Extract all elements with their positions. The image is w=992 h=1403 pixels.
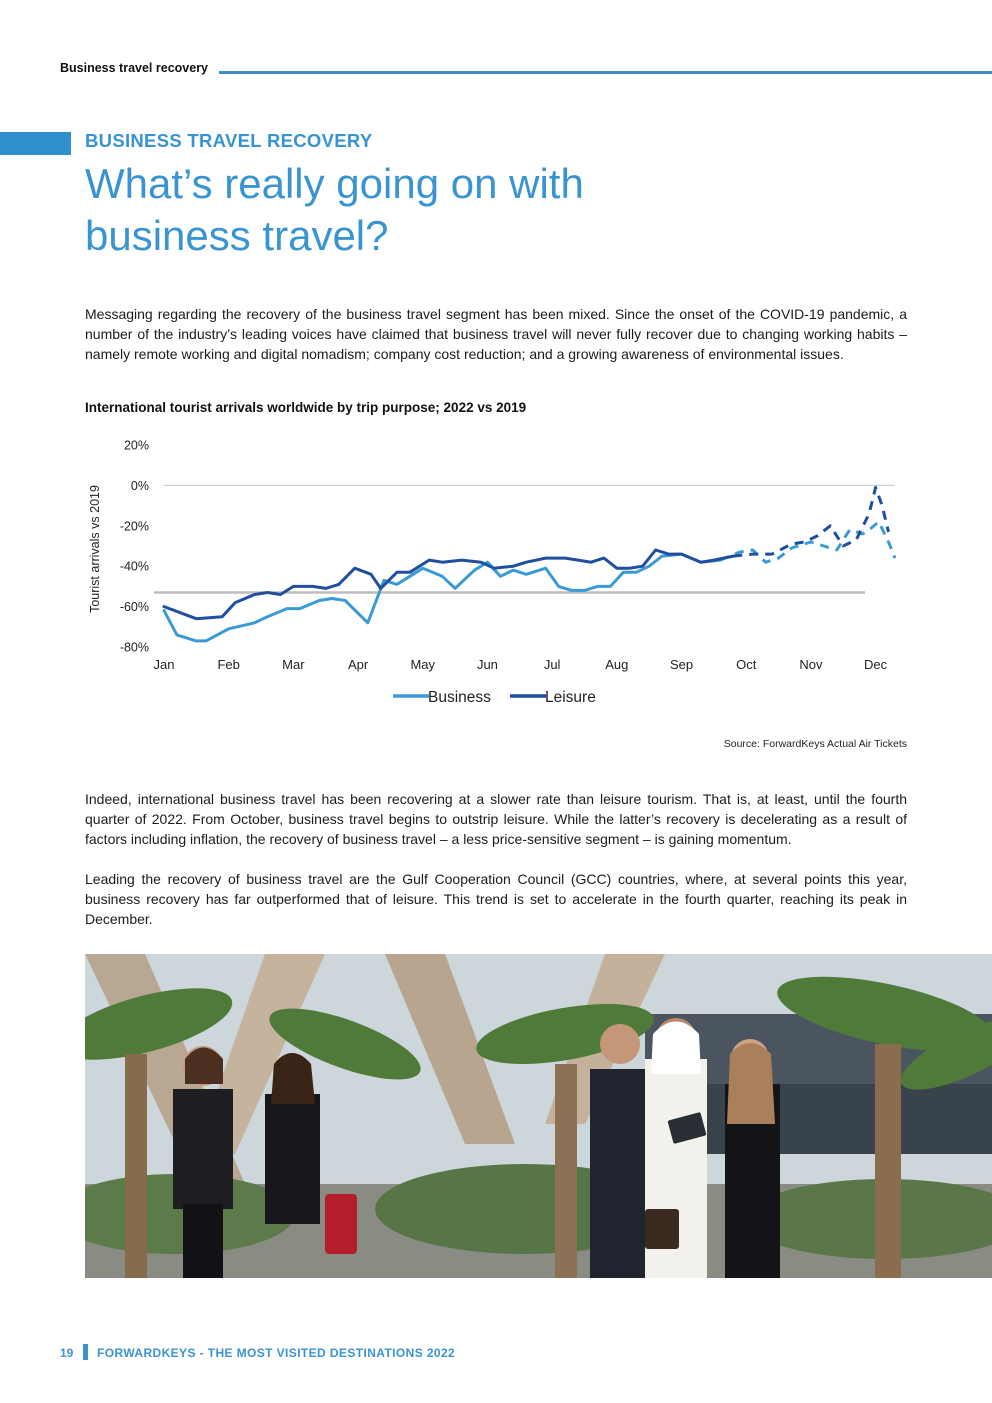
legend-label-business: Business (428, 689, 491, 706)
chart-source: Source: ForwardKeys Actual Air Tickets (723, 738, 907, 750)
x-tick-label: Nov (799, 657, 823, 672)
leisure-forecast-line (733, 487, 888, 556)
x-tick-label: Jan (153, 657, 175, 672)
y-tick-label: -20% (119, 519, 149, 534)
x-tick-label: Jul (543, 657, 561, 672)
running-head: Business travel recovery (60, 61, 209, 75)
body-paragraph-3: Leading the recovery of business travel are the Gulf Cooperation Council (GCC) countries, where, at several points this year, business recovery has far outperformed that of leisure. This trend is set to accelerate in the fourth quarter, reaching its peak in December. (85, 871, 907, 927)
publication-name: FORWARDKEYS - THE MOST VISITED DESTINATIONS 2022 (97, 1346, 456, 1360)
legend-label-leisure: Leisure (545, 689, 596, 706)
chart-title: International tourist arrivals worldwide by trip purpose; 2022 vs 2019 (85, 400, 527, 415)
y-tick-label: 0% (130, 478, 149, 493)
business-people-photo (85, 954, 992, 1278)
y-tick-label: 20% (123, 438, 149, 453)
x-tick-label: Apr (347, 657, 369, 672)
page-number: 19 (60, 1346, 74, 1360)
header-rule (219, 71, 992, 74)
x-tick-label: Feb (217, 657, 240, 672)
y-tick-label: -40% (119, 559, 149, 574)
x-tick-label: Mar (282, 657, 305, 672)
section-kicker: BUSINESS TRAVEL RECOVERY (85, 130, 373, 151)
business-forecast-line (720, 522, 895, 562)
x-tick-label: May (410, 657, 436, 672)
photo-illustration (85, 954, 992, 1278)
y-tick-label: -60% (119, 600, 149, 615)
body-paragraph-2: Indeed, international business travel has been recovering at a slower rate than leisure tourism. That is, at least, until the fourth quarter of 2022. From October, business travel begins to outstrip leisure. While the latter’s recovery is decelerating as a result of factors including inflation, the recovery of business travel – a less price-sensitive segment – is gaining momentum. (85, 791, 907, 847)
x-tick-label: Aug (605, 657, 629, 672)
x-tick-label: Dec (864, 657, 888, 672)
x-tick-label: Jun (476, 657, 498, 672)
page-title: What’s really going on with business travel? (85, 160, 584, 259)
x-tick-label: Oct (736, 657, 757, 672)
y-tick-label: -80% (119, 640, 149, 655)
section-tab (0, 132, 71, 155)
intro-paragraph: Messaging regarding the recovery of the business travel segment has been mixed. Since the onset of the COVID-19 pandemic, a number of the industry’s leading voices have claimed that business travel will never fully recover due to changing working habits – namely remote working and digital nomadism; company cost reduction; and a growing awareness of environmental issues. (85, 306, 907, 362)
footer-accent-bar (83, 1344, 88, 1360)
arrivals-line-chart (80, 430, 910, 720)
x-tick-label: Sep (669, 657, 694, 672)
y-axis-label: Tourist arrivals vs 2019 (88, 485, 102, 613)
